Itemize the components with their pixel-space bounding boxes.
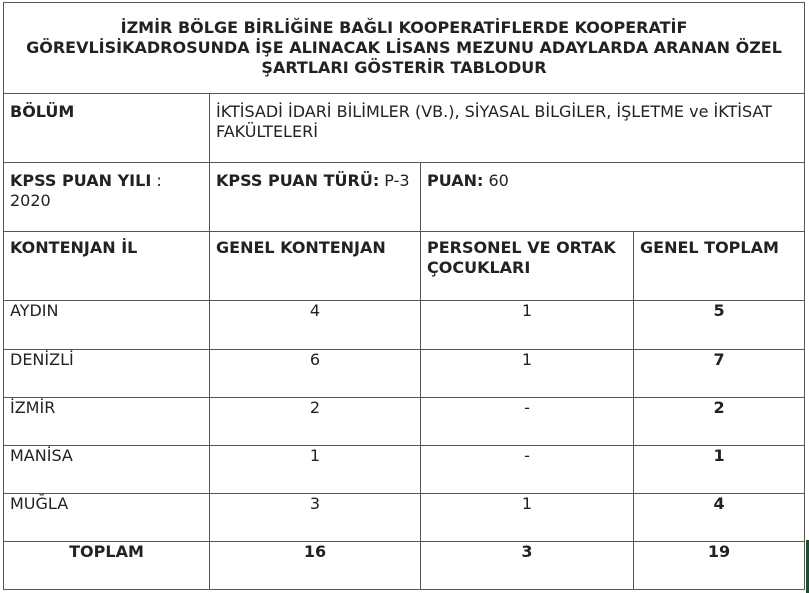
row-toplam: 5 (634, 301, 805, 349)
row-genel: 6 (210, 349, 421, 397)
total-toplam: 19 (634, 541, 805, 589)
row-personel: 1 (421, 301, 634, 349)
total-genel: 16 (210, 541, 421, 589)
row-genel: 4 (210, 301, 421, 349)
row-toplam: 7 (634, 349, 805, 397)
header-genel-kontenjan: GENEL KONTENJAN (210, 232, 421, 301)
kpss-year-label: KPSS PUAN YILI (10, 171, 152, 191)
row-toplam: 1 (634, 445, 805, 493)
header-genel-toplam: GENEL TOPLAM (634, 232, 805, 301)
row-il: İZMİR (4, 397, 210, 445)
kpss-score-cell (421, 163, 805, 232)
kpss-type-label: KPSS PUAN TÜRÜ: (216, 171, 380, 191)
row-personel: 1 (421, 349, 634, 397)
row-il: AYDIN (4, 301, 210, 349)
bolum-label: BÖLÜM (4, 94, 210, 163)
header-personel: PERSONEL VE ORTAK ÇOCUKLARI (421, 232, 634, 301)
kpss-type-cell (210, 163, 421, 232)
header-kontenjan-il: KONTENJAN İL (4, 232, 210, 301)
total-row (4, 541, 805, 589)
table-row (4, 445, 805, 493)
kpss-score-value: 60 (483, 171, 509, 191)
row-genel: 2 (210, 397, 421, 445)
row-personel: - (421, 397, 634, 445)
row-personel: 1 (421, 493, 634, 541)
total-personel: 3 (421, 541, 634, 589)
kpss-score-label: PUAN: (427, 171, 484, 191)
table-title: İZMİR BÖLGE BİRLİĞİNE BAĞLI KOOPERATİFLERDE KOOPERATİF GÖREVLİSİKADROSUNDA İŞE ALINACAK LİSANS MEZUNU ADAYLARDA ARANAN ÖZEL ŞARTLARI GÖSTERİR TABLODUR (4, 3, 805, 94)
row-personel: - (421, 445, 634, 493)
row-il: MUĞLA (4, 493, 210, 541)
table-row (4, 349, 805, 397)
table-row (4, 493, 805, 541)
row-genel: 1 (210, 445, 421, 493)
kpss-year-value: : 2020 (10, 171, 162, 211)
quota-table (3, 2, 805, 590)
kpss-type-value: P-3 (379, 171, 410, 191)
row-toplam: 4 (634, 493, 805, 541)
total-label: TOPLAM (4, 541, 210, 589)
row-genel: 3 (210, 493, 421, 541)
row-il: DENİZLİ (4, 349, 210, 397)
row-il: MANİSA (4, 445, 210, 493)
bolum-value: İKTİSADİ İDARİ BİLİMLER (VB.), SİYASAL BİLGİLER, İŞLETME ve İKTİSAT FAKÜLTELERİ (210, 94, 805, 163)
kpss-year-cell (4, 163, 210, 232)
row-toplam: 2 (634, 397, 805, 445)
table-row (4, 301, 805, 349)
table-row (4, 397, 805, 445)
